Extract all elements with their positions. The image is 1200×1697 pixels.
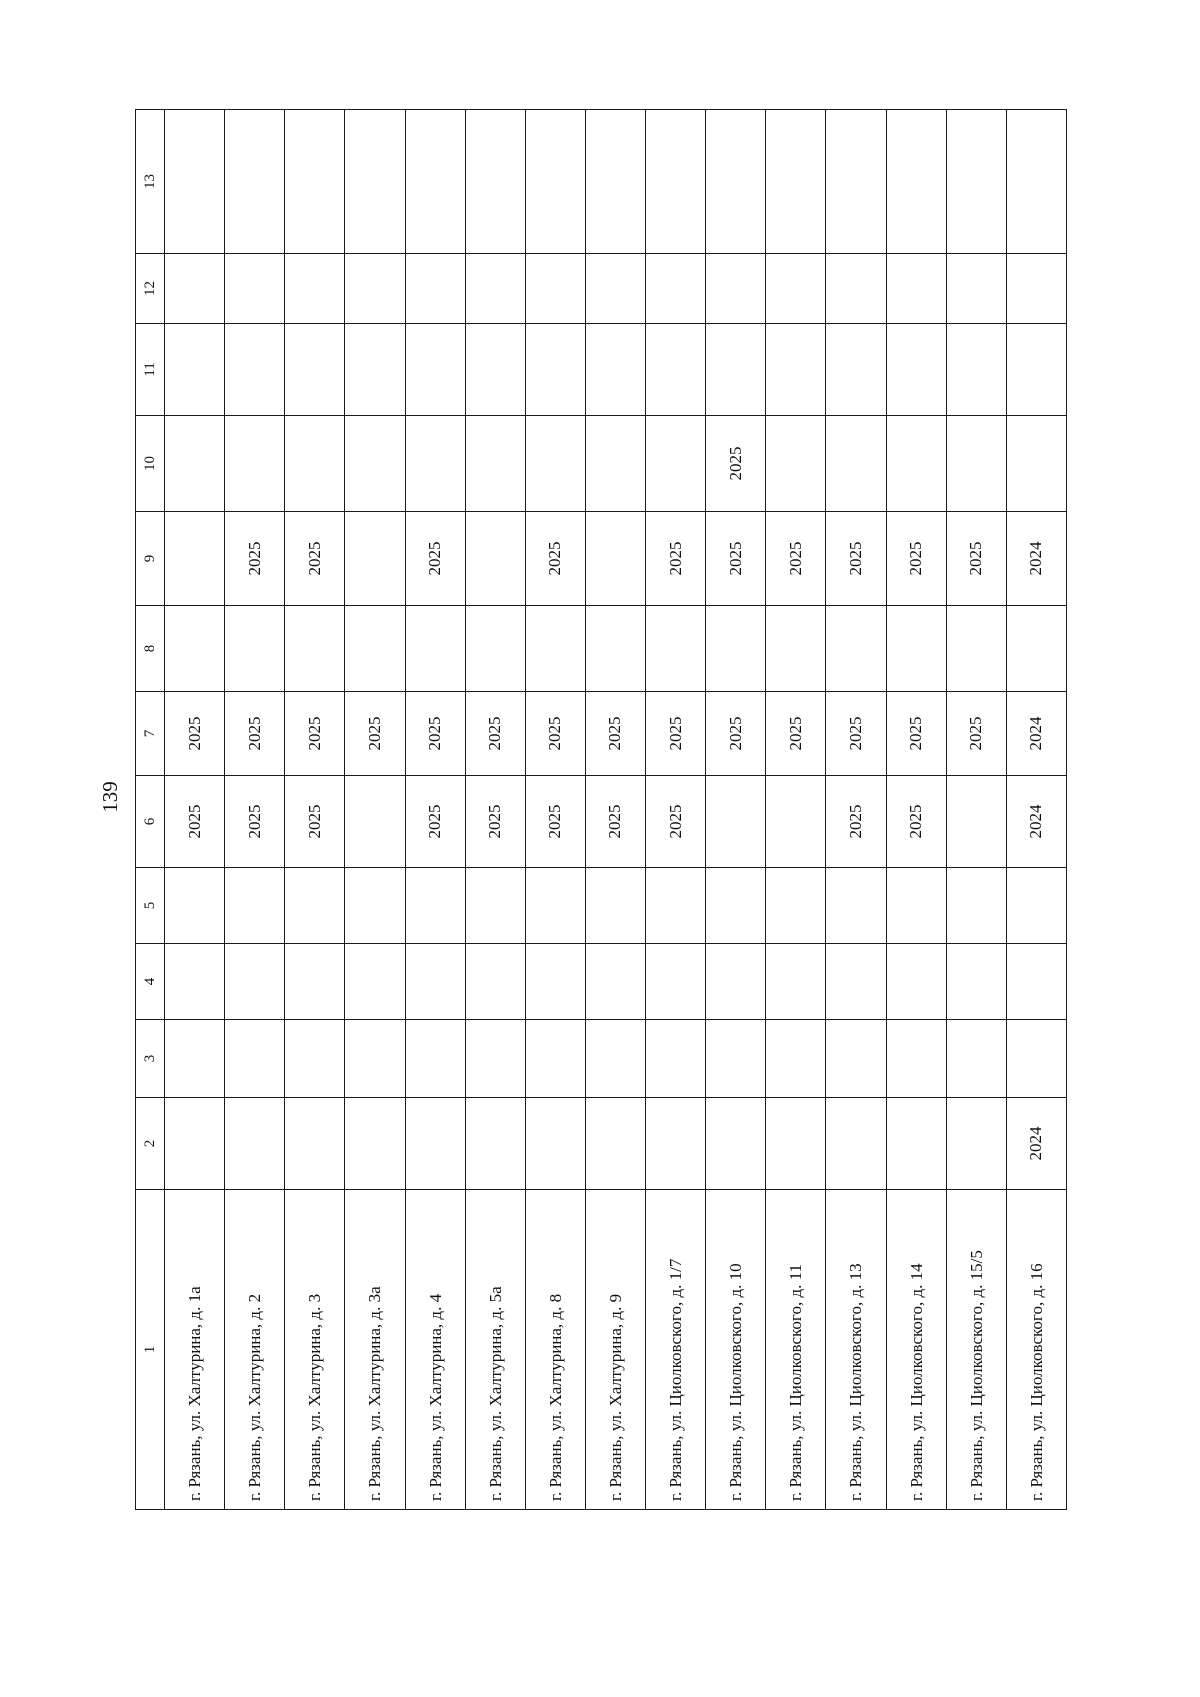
year-cell [946,416,1006,512]
year-cell [225,1098,285,1190]
year-cell [646,110,706,254]
column-number-header: 5 [136,868,165,944]
year-cell [646,944,706,1020]
year-cell [706,324,766,416]
year-cell [585,416,645,512]
year-cell [1006,254,1066,324]
year-cell [1006,606,1066,692]
table-row [405,110,465,1510]
year-cell [465,868,525,944]
year-cell: 2025 [405,512,465,606]
year-cell [946,1020,1006,1098]
year-cell [345,512,405,606]
year-cell [525,944,585,1020]
year-cell [165,110,225,254]
year-cell [766,776,826,868]
year-cell [946,324,1006,416]
year-cell [585,254,645,324]
year-cell [225,606,285,692]
year-cell [886,254,946,324]
column-number-header: 4 [136,944,165,1020]
year-cell: 2025 [826,512,886,606]
year-cell [345,110,405,254]
table-row [465,110,525,1510]
year-cell [465,254,525,324]
year-cell [886,324,946,416]
year-cell: 2025 [646,512,706,606]
year-cell [946,1098,1006,1190]
year-cell [826,868,886,944]
year-cell [165,944,225,1020]
address-cell: г. Рязань, ул. Циолковского, д. 13 [826,1190,886,1510]
table-row [706,110,766,1510]
year-cell [766,868,826,944]
year-cell [345,416,405,512]
year-cell: 2025 [886,776,946,868]
year-cell: 2025 [525,776,585,868]
year-cell: 2025 [225,512,285,606]
year-cell [285,110,345,254]
year-cell [766,944,826,1020]
year-cell [465,1098,525,1190]
year-cell [886,110,946,254]
year-cell [886,1098,946,1190]
rotated-table-container [135,110,1065,1510]
year-cell [826,606,886,692]
address-cell: г. Рязань, ул. Циолковского, д. 14 [886,1190,946,1510]
year-cell [285,1098,345,1190]
year-cell [525,868,585,944]
year-cell: 2025 [766,512,826,606]
year-cell [646,324,706,416]
year-cell: 2025 [585,692,645,776]
year-cell: 2025 [585,776,645,868]
year-cell [766,606,826,692]
year-cell [465,944,525,1020]
year-cell [706,868,766,944]
year-cell [465,606,525,692]
year-cell [345,606,405,692]
year-cell [585,110,645,254]
year-cell [465,324,525,416]
year-cell: 2025 [465,776,525,868]
year-cell [525,606,585,692]
year-cell: 2025 [405,776,465,868]
year-cell: 2025 [405,692,465,776]
year-cell [766,110,826,254]
year-cell: 2024 [1006,1098,1066,1190]
address-cell: г. Рязань, ул. Халтурина, д. 5а [465,1190,525,1510]
year-cell [1006,944,1066,1020]
year-cell: 2025 [706,692,766,776]
year-cell [1006,110,1066,254]
year-cell [345,1020,405,1098]
address-cell: г. Рязань, ул. Циолковского, д. 11 [766,1190,826,1510]
address-cell: г. Рязань, ул. Халтурина, д. 1а [165,1190,225,1510]
table-row [946,110,1006,1510]
year-cell [886,606,946,692]
year-cell [285,324,345,416]
year-cell [946,606,1006,692]
year-cell [585,1020,645,1098]
table-row [1006,110,1066,1510]
year-cell [826,944,886,1020]
table-row [285,110,345,1510]
year-cell [646,868,706,944]
year-cell [766,416,826,512]
year-cell [285,416,345,512]
column-number-header: 9 [136,512,165,606]
year-cell [165,606,225,692]
column-number-header: 11 [136,324,165,416]
column-number-header: 7 [136,692,165,776]
year-cell: 2025 [225,776,285,868]
year-cell: 2025 [826,692,886,776]
year-cell: 2024 [1006,512,1066,606]
year-cell: 2025 [886,692,946,776]
year-cell [405,110,465,254]
year-cell [225,1020,285,1098]
year-cell [225,254,285,324]
column-number-header: 10 [136,416,165,512]
year-cell [285,868,345,944]
year-cell [706,1020,766,1098]
year-cell: 2025 [225,692,285,776]
year-cell: 2025 [525,692,585,776]
year-cell [285,606,345,692]
year-cell: 2025 [285,776,345,868]
address-cell: г. Рязань, ул. Халтурина, д. 9 [585,1190,645,1510]
year-cell [585,1098,645,1190]
year-cell [345,1098,405,1190]
table-row [225,110,285,1510]
year-cell [946,254,1006,324]
year-cell [525,254,585,324]
year-cell [405,606,465,692]
year-cell [165,416,225,512]
year-cell [345,944,405,1020]
year-cell [886,944,946,1020]
year-cell: 2025 [946,692,1006,776]
year-cell [585,868,645,944]
year-cell [826,110,886,254]
year-cell: 2025 [285,692,345,776]
header-row [136,110,165,1510]
year-cell [706,110,766,254]
year-cell: 2025 [525,512,585,606]
year-cell [165,254,225,324]
year-cell [465,1020,525,1098]
year-cell [766,1098,826,1190]
year-cell [886,868,946,944]
year-cell [706,944,766,1020]
year-cell [585,606,645,692]
year-cell [946,110,1006,254]
year-cell [525,1020,585,1098]
year-cell [285,1020,345,1098]
address-cell: г. Рязань, ул. Халтурина, д. 8 [525,1190,585,1510]
address-cell: г. Рязань, ул. Циолковского, д. 1/7 [646,1190,706,1510]
year-cell [826,324,886,416]
data-table [135,109,1067,1510]
year-cell [405,1098,465,1190]
year-cell: 2025 [646,692,706,776]
year-cell: 2025 [706,416,766,512]
year-cell [165,868,225,944]
year-cell [345,776,405,868]
year-cell [165,1020,225,1098]
year-cell: 2025 [165,692,225,776]
year-cell [766,254,826,324]
year-cell [225,944,285,1020]
year-cell [826,1020,886,1098]
year-cell [646,416,706,512]
table-row [525,110,585,1510]
year-cell: 2025 [165,776,225,868]
year-cell [165,324,225,416]
year-cell [766,324,826,416]
year-cell [345,254,405,324]
column-number-header: 6 [136,776,165,868]
year-cell [225,868,285,944]
year-cell [525,416,585,512]
column-number-header: 13 [136,110,165,254]
year-cell [1006,416,1066,512]
year-cell [525,324,585,416]
table-row [886,110,946,1510]
address-cell: г. Рязань, ул. Халтурина, д. 3 [285,1190,345,1510]
year-cell [285,944,345,1020]
year-cell [405,416,465,512]
address-cell: г. Рязань, ул. Халтурина, д. 4 [405,1190,465,1510]
year-cell [585,944,645,1020]
year-cell [465,512,525,606]
year-cell [405,944,465,1020]
year-cell [1006,324,1066,416]
address-cell: г. Рязань, ул. Циолковского, д. 15/5 [946,1190,1006,1510]
year-cell [585,512,645,606]
year-cell [405,868,465,944]
year-cell [345,324,405,416]
year-cell [646,606,706,692]
year-cell [706,776,766,868]
year-cell: 2025 [345,692,405,776]
page-number: 139 [98,781,122,813]
table-row [585,110,645,1510]
year-cell [946,868,1006,944]
column-number-header: 8 [136,606,165,692]
column-number-header: 1 [136,1190,165,1510]
year-cell [706,254,766,324]
year-cell [826,416,886,512]
year-cell [525,110,585,254]
year-cell [646,254,706,324]
address-cell: г. Рязань, ул. Циолковского, д. 10 [706,1190,766,1510]
year-cell [405,254,465,324]
year-cell [345,868,405,944]
year-cell [646,1020,706,1098]
year-cell [646,1098,706,1190]
table-row [646,110,706,1510]
year-cell [826,254,886,324]
table-row [766,110,826,1510]
year-cell [706,1098,766,1190]
year-cell: 2025 [285,512,345,606]
year-cell [285,254,345,324]
year-cell [165,1098,225,1190]
year-cell [826,1098,886,1190]
year-cell: 2025 [886,512,946,606]
year-cell [1006,868,1066,944]
year-cell [886,416,946,512]
year-cell [465,110,525,254]
year-cell: 2024 [1006,692,1066,776]
year-cell [585,324,645,416]
column-number-header: 12 [136,254,165,324]
year-cell: 2025 [766,692,826,776]
address-cell: г. Рязань, ул. Циолковского, д. 16 [1006,1190,1066,1510]
year-cell: 2024 [1006,776,1066,868]
address-cell: г. Рязань, ул. Халтурина, д. 3а [345,1190,405,1510]
table-row [165,110,225,1510]
table-row [345,110,405,1510]
column-number-header: 2 [136,1098,165,1190]
year-cell: 2025 [946,512,1006,606]
year-cell [886,1020,946,1098]
year-cell [405,324,465,416]
year-cell: 2025 [646,776,706,868]
year-cell [405,1020,465,1098]
table-row [826,110,886,1510]
year-cell [165,512,225,606]
year-cell [706,606,766,692]
year-cell [946,776,1006,868]
address-cell: г. Рязань, ул. Халтурина, д. 2 [225,1190,285,1510]
year-cell [225,416,285,512]
year-cell [225,110,285,254]
year-cell [225,324,285,416]
year-cell [946,944,1006,1020]
year-cell: 2025 [465,692,525,776]
year-cell [525,1098,585,1190]
column-number-header: 3 [136,1020,165,1098]
year-cell: 2025 [706,512,766,606]
year-cell [766,1020,826,1098]
year-cell [465,416,525,512]
year-cell: 2025 [826,776,886,868]
year-cell [1006,1020,1066,1098]
